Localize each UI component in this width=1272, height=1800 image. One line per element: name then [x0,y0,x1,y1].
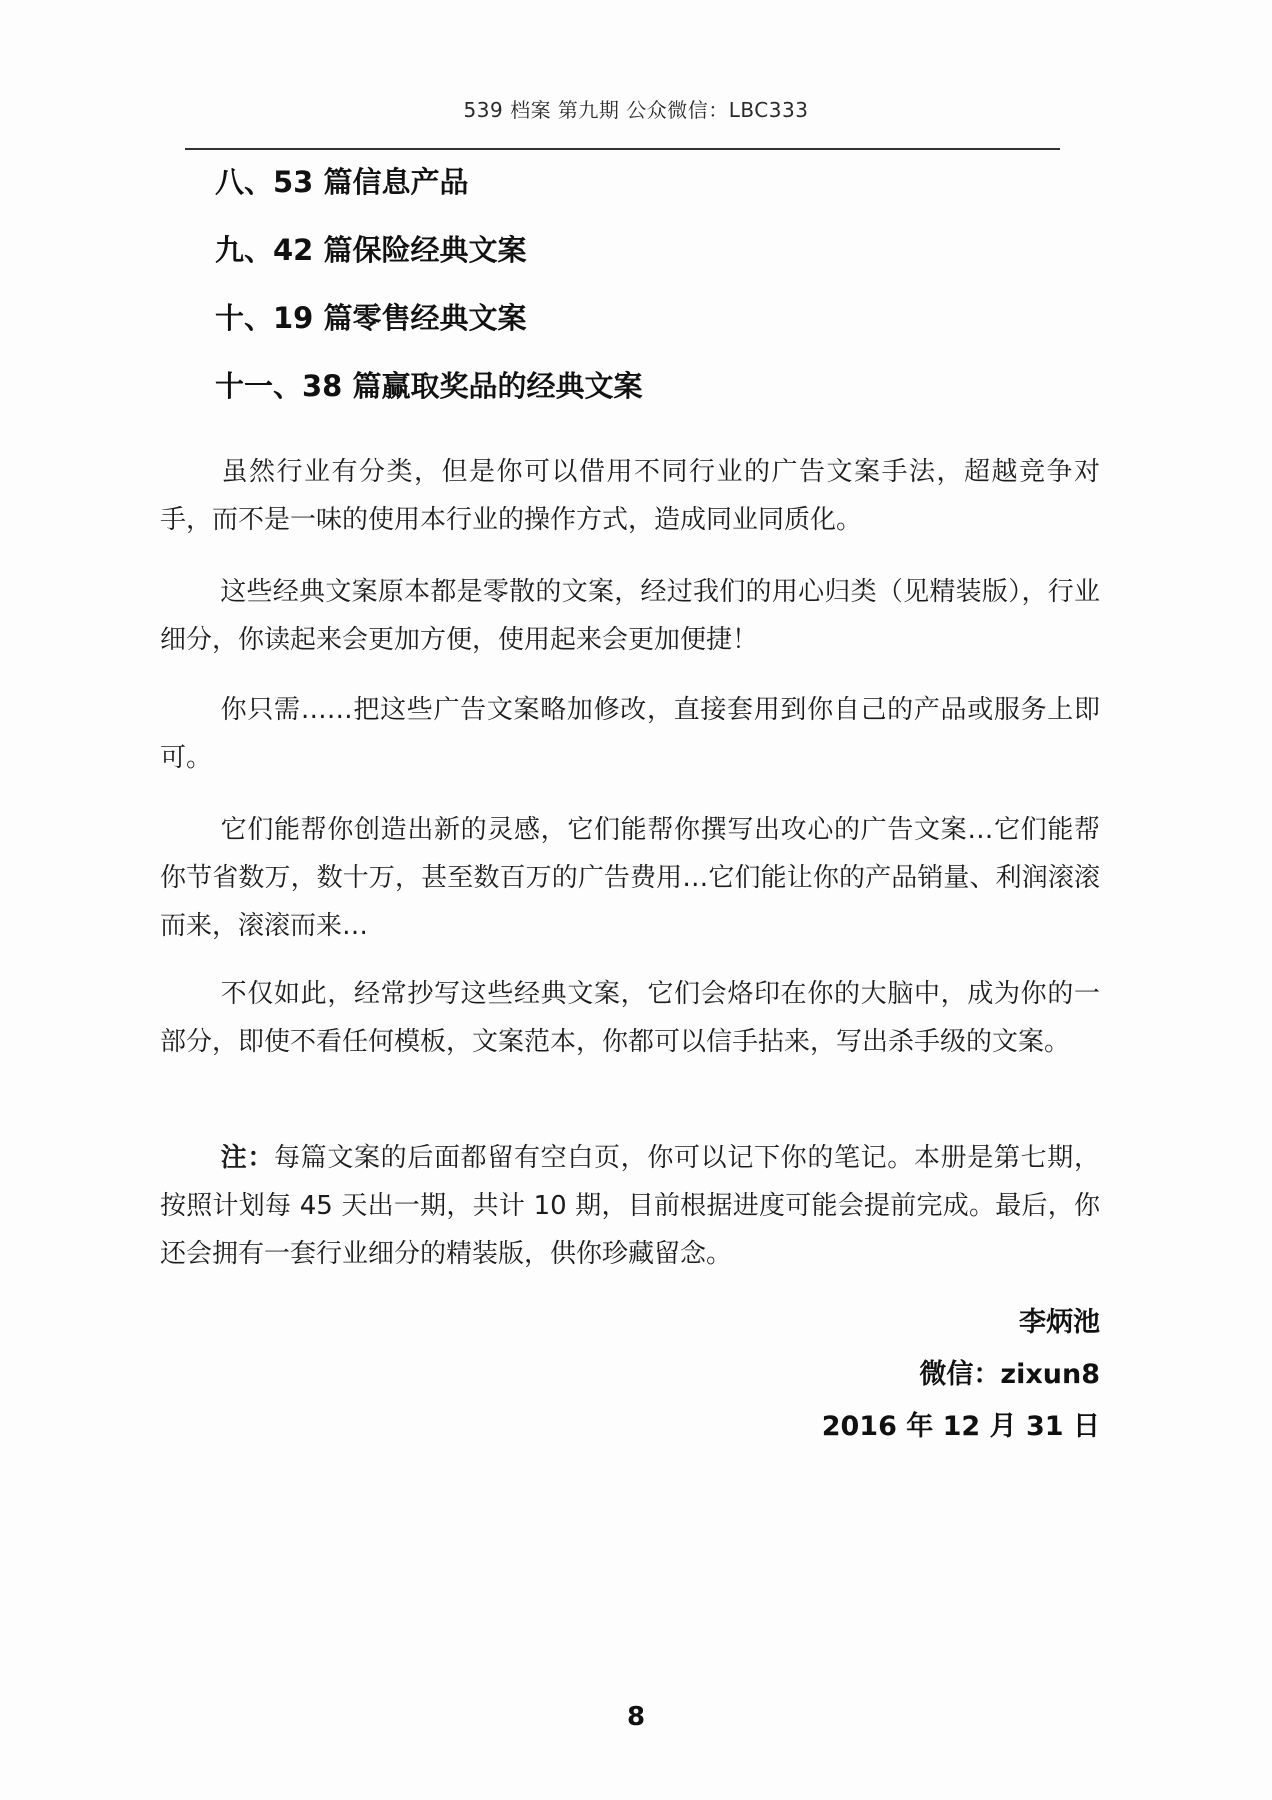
note-paragraph [160,1134,1100,1278]
section-heading-11: 十一、38 篇赢取奖品的经典文案 [215,369,643,403]
note-label: 注： [220,1143,274,1173]
body-paragraph-5 [160,970,1100,1066]
author-wechat: 微信：zixun8 [919,1359,1100,1390]
page-number: 8 [626,1702,646,1732]
paragraph-text: 它们能帮你创造出新的灵感，它们能帮你撰写出攻心的广告文案…它们能帮你节省数万，数十万，甚至数百万的广告费用…它们能让你的产品销量、利润滚滚而来，滚滚而来… [160,815,1100,941]
section-heading-8: 八、53 篇信息产品 [215,165,469,199]
signature-date: 2016 年 12 月 31 日 [821,1411,1100,1442]
body-paragraph-3 [160,686,1100,782]
section-heading-9: 九、42 篇保险经典文案 [215,233,527,267]
body-paragraph-1 [160,448,1100,544]
running-header: 539 档案 第九期 公众微信：LBC333 [463,98,809,122]
section-heading-10: 十、19 篇零售经典文案 [215,301,527,335]
paragraph-text: 不仅如此，经常抄写这些经典文案，它们会烙印在你的大脑中，成为你的一部分，即使不看任何模板，文案范本，你都可以信手拈来，写出杀手级的文案。 [160,979,1100,1057]
body-paragraph-4 [160,806,1100,950]
header-divider [185,148,1060,150]
author-name: 李炳池 [1019,1307,1100,1338]
paragraph-text: 这些经典文案原本都是零散的文案，经过我们的用心归类（见精装版），行业细分，你读起来会更加方便，使用起来会更加便捷！ [160,577,1100,655]
note-text: 每篇文案的后面都留有空白页，你可以记下你的笔记。本册是第七期，按照计划每 45 天出一期，共计 10 期，目前根据进度可能会提前完成。最后，你还会拥有一套行业细分的精装版，供你珍藏留念。 [160,1143,1100,1269]
body-paragraph-2 [160,568,1100,664]
paragraph-text: 虽然行业有分类，但是你可以借用不同行业的广告文案手法，超越竞争对手，而不是一味的使用本行业的操作方式，造成同业同质化。 [160,457,1100,535]
paragraph-text: 你只需……把这些广告文案略加修改，直接套用到你自己的产品或服务上即可。 [160,695,1100,773]
